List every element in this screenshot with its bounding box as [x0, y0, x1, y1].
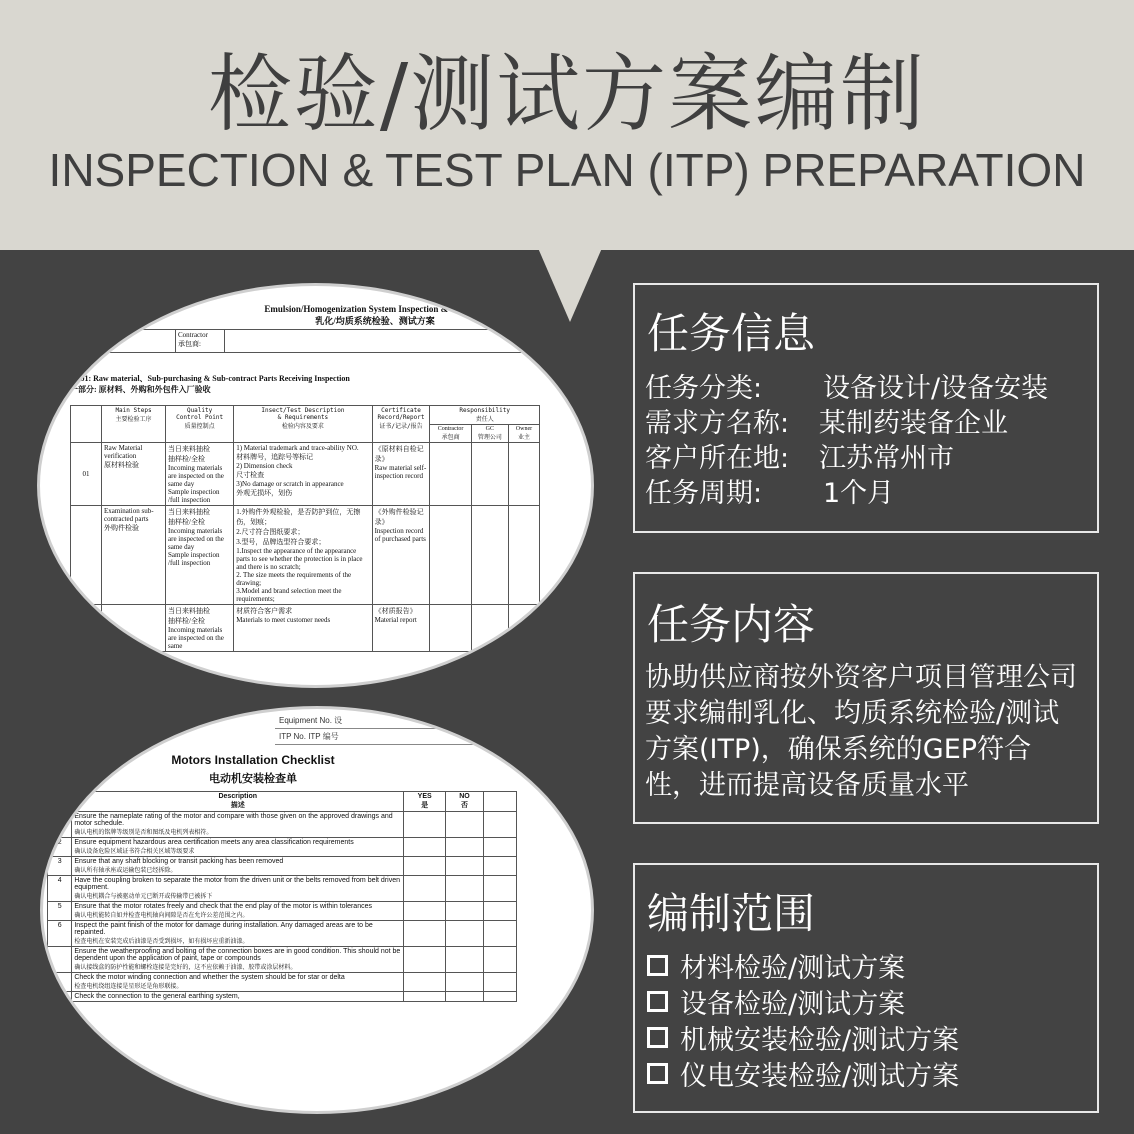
desc-en: Ensure the nameplate rating of the motor and compare with those given on the approved drawings and motor schedule. — [74, 813, 393, 827]
table-row — [48, 812, 517, 838]
desc-cn: 确认电机能转自如并检查电机轴向间隙是否在允许公差范围之内。 — [74, 913, 249, 919]
table-cell-no: 5 — [48, 902, 72, 921]
table-cell-empty — [404, 992, 446, 1002]
scope-item — [647, 987, 959, 1023]
table-row — [48, 947, 517, 973]
task-info-row — [645, 406, 1048, 441]
table-cell-empty — [446, 992, 484, 1002]
desc-en: Ensure that the motor rotates freely and check that the end play of the motor is within tolerances — [74, 903, 372, 910]
page-title: 检验/测试方案编制 — [207, 45, 927, 143]
table-cell-empty — [430, 443, 471, 506]
table-cell-cert: 《材质报告》 Material report — [372, 605, 430, 652]
table-cell-desc — [72, 973, 404, 992]
table-cell-empty — [508, 605, 539, 652]
doc1-title-en: Emulsion/Homogenization System Inspection & Test Plan — [264, 304, 486, 314]
table-cell-desc — [72, 876, 404, 902]
desc-en: Ensure the weatherproofing and bolting of the connection boxes are in good condition. This should not be dependent upon the application of paint, tape or compounds — [74, 948, 401, 962]
table-cell-empty — [404, 857, 446, 876]
table-cell-step — [101, 605, 165, 652]
header-band — [0, 0, 1134, 250]
table-cell-no — [48, 992, 72, 1002]
task-info-row — [645, 441, 1048, 476]
doc1-col-cert: Certificate Record/Report 证书/记录/报告 — [372, 406, 430, 443]
table-row — [48, 992, 517, 1002]
table-cell-step: Raw Material verification 原材料检验 — [101, 443, 165, 506]
scope-item — [647, 1023, 959, 1059]
table-row — [71, 605, 540, 652]
scope-item-label: 机械安装检验/测试方案 — [680, 1025, 960, 1056]
table-cell-empty — [508, 506, 539, 605]
table-cell-empty — [404, 947, 446, 973]
doc2-title-en: Motors Installation Checklist — [171, 753, 335, 767]
desc-cn: 确认设备危险区域证书符合相关区域等级要求 — [74, 849, 195, 855]
table-cell-desc — [72, 902, 404, 921]
task-content-panel — [633, 572, 1099, 824]
checklist-document-image — [40, 706, 594, 1114]
doc1-col-gc: GC 管理公司 — [471, 425, 508, 443]
table-cell-empty — [430, 605, 471, 652]
table-cell-empty — [471, 506, 508, 605]
table-cell-empty — [483, 921, 516, 947]
table-cell-empty — [483, 973, 516, 992]
table-cell-empty — [404, 902, 446, 921]
table-row — [48, 876, 517, 902]
task-content-text: 协助供应商按外资客户项目管理公司要求编制乳化、均质系统检验/测试方案(ITP)，确保系统的GEP符合性，进而提高设备质量水平 — [645, 662, 1077, 801]
table-row — [71, 506, 540, 605]
page-subtitle: INSPECTION & TEST PLAN (ITP) PREPARATION — [48, 144, 1086, 196]
table-cell-empty — [483, 902, 516, 921]
table-row — [48, 838, 517, 857]
table-cell-qc: 当日来料抽检 抽样检/全检 Incoming materials are inspected on the same day Sample inspection /full inspection — [166, 443, 234, 506]
table-cell-empty — [446, 947, 484, 973]
table-cell-empty — [483, 947, 516, 973]
table-cell-desc — [72, 838, 404, 857]
task-info-label: 任务周期: — [645, 478, 763, 509]
table-cell-empty — [446, 857, 484, 876]
scope-item — [647, 1059, 959, 1095]
table-row — [48, 921, 517, 947]
table-cell-no: 6 — [48, 921, 72, 947]
table-cell-no: 4 — [48, 876, 72, 902]
doc1-contractor-cn: 承包商: — [178, 340, 201, 348]
doc2-col-desc: Description 描述 — [72, 792, 404, 812]
doc1-header-table — [70, 329, 570, 353]
task-info-panel — [633, 283, 1099, 533]
doc2-itp-no: ITP No. ITP 编号 — [275, 729, 594, 745]
doc1-project-cell: 项目: 编号: — [71, 330, 176, 353]
table-row — [71, 443, 540, 506]
table-cell-no: 01 — [71, 443, 102, 506]
checkbox-icon — [647, 1027, 668, 1048]
desc-en: Check the connection to the general earthing system, — [74, 993, 240, 1000]
table-cell-empty — [446, 921, 484, 947]
doc1-table — [70, 405, 540, 652]
table-cell-empty — [483, 876, 516, 902]
table-cell-empty — [404, 921, 446, 947]
desc-cn: 检查电机在安装完成后油漆是否受到损坏，如有损坏应重新油漆。 — [74, 939, 249, 945]
table-row — [48, 857, 517, 876]
desc-cn: 确认所有轴承座或运输包装已经拆除。 — [74, 868, 177, 874]
desc-cn: 检查电机绕组连接是星形还是角形联接。 — [74, 984, 183, 990]
task-info-heading: 任务信息 — [647, 309, 816, 358]
table-cell-no — [48, 973, 72, 992]
table-cell-empty — [446, 838, 484, 857]
scope-panel — [633, 863, 1099, 1113]
table-cell-empty — [483, 992, 516, 1002]
table-cell-empty — [430, 506, 471, 605]
scope-item-label: 材料检验/测试方案 — [680, 953, 906, 984]
doc1-col-insp: Insect/Test Description & Requirements 检验内容及要求 — [234, 406, 372, 443]
task-info-row — [645, 371, 1048, 406]
scope-list — [647, 951, 959, 1095]
table-cell-no: 2 — [48, 838, 72, 857]
doc1-col-quality: Quality Control Point 质量控制点 — [166, 406, 234, 443]
task-info-value: 某制药装备企业 — [819, 408, 1008, 439]
desc-en: Ensure that any shaft blocking or transit packing has been removed — [74, 858, 284, 865]
table-cell-qc: 当日来料抽检 抽样检/全检 Incoming materials are inspected on the same day Sample inspection /full inspection — [166, 506, 234, 605]
table-cell-empty — [483, 857, 516, 876]
task-content-heading: 任务内容 — [647, 600, 816, 649]
doc1-section-en: on 01: Raw material、Sub-purchasing & Sub-contract Parts Receiving Inspection — [70, 374, 350, 383]
table-cell-cert: 《外购件检验记录》 Inspection record of purchased parts — [372, 506, 430, 605]
table-cell-empty — [404, 812, 446, 838]
table-cell-qc: 当日来料抽检 抽样检/全检 Incoming materials are inspected on the same — [166, 605, 234, 652]
task-info-value: 1个月 — [823, 478, 895, 509]
doc1-section-cn: 一部分: 原材料、外购和外包件入厂验收 — [70, 385, 211, 394]
table-cell-cert: 《原材料自检记录》 Raw material self-inspection record — [372, 443, 430, 506]
task-info-label: 任务分类: — [645, 373, 763, 404]
doc2-title-cn: 电动机安装检查单 — [209, 773, 297, 785]
itp-document-image — [37, 283, 594, 688]
doc2-equipment-no: Equipment No. 设 — [275, 713, 594, 729]
doc2-table — [47, 791, 517, 1002]
desc-en: Check the motor winding connection and whether the system should be for star or delta — [74, 974, 345, 981]
task-info-list — [645, 371, 1048, 511]
table-cell-empty — [471, 605, 508, 652]
table-row — [48, 902, 517, 921]
table-cell-no — [48, 812, 72, 838]
scope-item-label: 仪电安装检验/测试方案 — [680, 1061, 960, 1092]
table-cell-desc: 1) Material trademark and trace-ability NO. 材料牌号，追踪号等标记 2) Dimension check 尺寸检查 3)No damage or scratch in appearance 外观无损坏，划伤 — [234, 443, 372, 506]
table-cell-empty — [404, 973, 446, 992]
doc1-col-resp: Responsibility 责任人 — [430, 406, 540, 425]
table-cell-empty — [483, 838, 516, 857]
table-cell-empty — [446, 876, 484, 902]
table-cell-desc: 1.外购件外观检验，是否防护到位，无擦伤，划痕； 2.尺寸符合图纸要求； 3.型号，品牌选型符合要求； 1.Inspect the appearance of the appearance parts to see whether the protection is in place and there is no scratch; 2. The size meets the requirements of the drawing; 3.Model and brand selection meet the requirements; — [234, 506, 372, 605]
doc1-page-cell: Pag 页码: — [541, 330, 570, 353]
checkbox-icon — [647, 991, 668, 1012]
task-info-label: 客户所在地: — [645, 443, 790, 474]
table-cell-empty — [483, 812, 516, 838]
table-cell-empty — [446, 973, 484, 992]
table-cell-no — [71, 605, 102, 652]
table-cell-step: Examination sub-contracted parts 外购件检验 — [101, 506, 165, 605]
desc-en: Ensure equipment hazardous area certification meets any area classification requirements — [74, 839, 354, 846]
doc1-col-main: Main Steps 主要检验工序 — [101, 406, 165, 443]
table-cell-desc — [72, 992, 404, 1002]
table-cell-desc — [72, 947, 404, 973]
scope-item — [647, 951, 959, 987]
doc2-col-no: NO 否 — [446, 792, 484, 812]
doc1-col-owner: Owner 业主 — [508, 425, 539, 443]
checkbox-icon — [647, 955, 668, 976]
doc1-contractor-label: Contractor — [178, 331, 208, 339]
doc2-col-yes: YES 是 — [404, 792, 446, 812]
table-cell-empty — [404, 838, 446, 857]
table-cell-empty — [446, 902, 484, 921]
scope-heading: 编制范围 — [647, 889, 816, 938]
desc-en: Inspect the paint finish of the motor for damage during installation. Any damaged areas are to be repainted. — [74, 922, 373, 936]
desc-cn: 确认电机耦合与被驱动单元已断开或传输带已被拆下 — [74, 894, 213, 900]
table-cell-desc — [72, 812, 404, 838]
table-cell-empty — [471, 443, 508, 506]
scope-item-label: 设备检验/测试方案 — [680, 989, 906, 1020]
desc-cn: 确认电机的铭牌等级别是否和图纸及电机列表相符。 — [74, 830, 213, 836]
table-cell-empty — [446, 812, 484, 838]
task-info-value: 设备设计/设备安装 — [823, 373, 1049, 404]
table-cell-desc: 材质符合客户需求 Materials to meet customer needs — [234, 605, 372, 652]
table-cell-desc — [72, 857, 404, 876]
table-row — [48, 973, 517, 992]
doc1-col-contractor: Contractor 承包商 — [430, 425, 471, 443]
task-info-value: 江苏常州市 — [819, 443, 954, 474]
task-info-label: 需求方名称: — [645, 408, 790, 439]
checkbox-icon — [647, 1063, 668, 1084]
table-cell-no — [71, 506, 102, 605]
table-cell-desc — [72, 921, 404, 947]
table-cell-empty — [404, 876, 446, 902]
desc-cn: 确认接线盒的防护性能和螺栓连接是完好的，这不应依赖于油漆、胶带或涂层材料。 — [74, 965, 297, 971]
table-cell-empty — [508, 443, 539, 506]
table-cell-no: 3 — [48, 857, 72, 876]
doc1-title-cn: 乳化/均质系统检验、测试方案 — [315, 316, 435, 326]
desc-en: Have the coupling broken to separate the motor from the driven unit or the belts removed from belt driven equipment. — [74, 877, 400, 891]
table-cell-no — [48, 947, 72, 973]
task-info-row — [645, 476, 1048, 511]
